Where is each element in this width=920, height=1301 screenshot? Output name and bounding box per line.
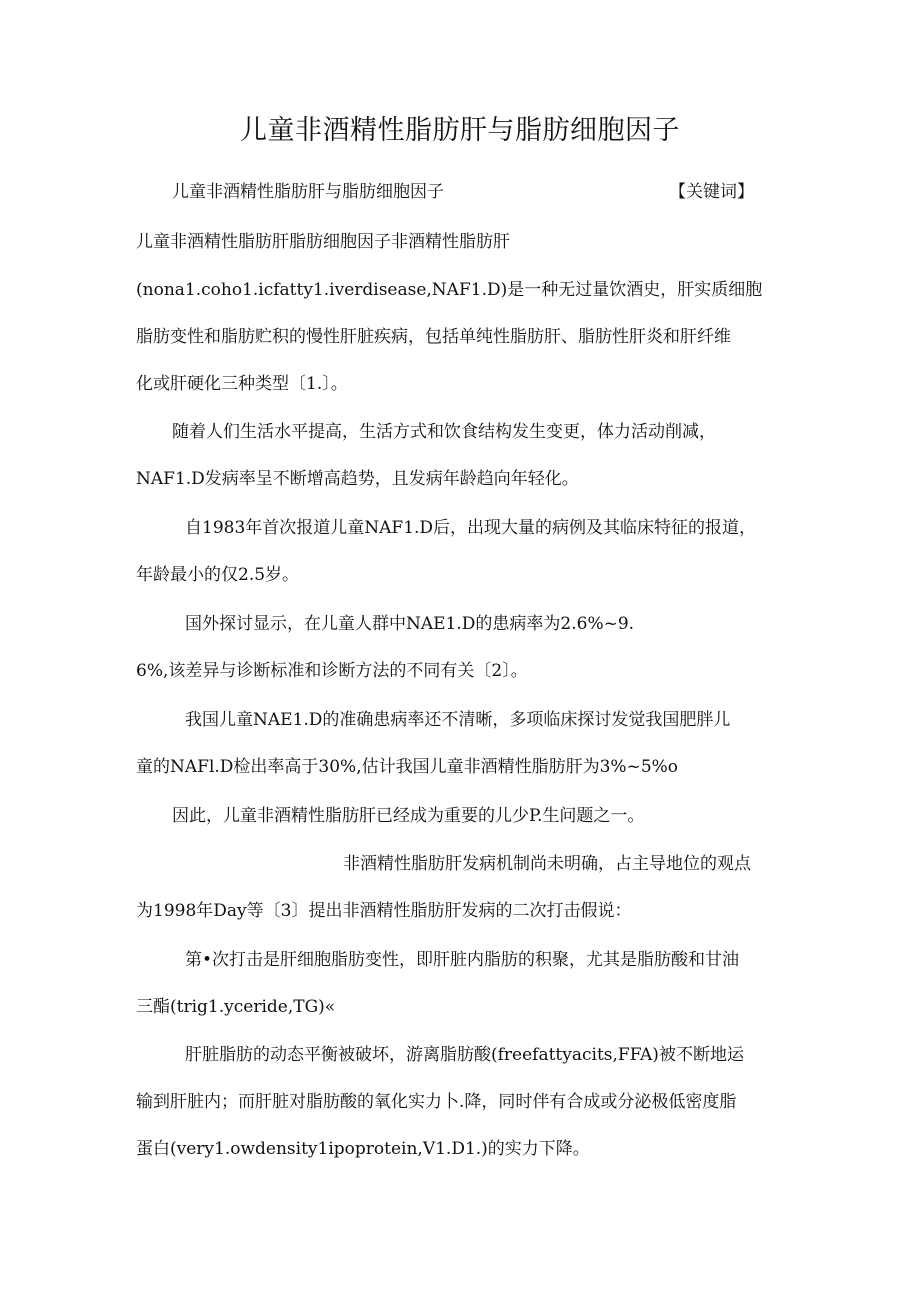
text-line: 蛋白(very1.owdensity1ipoprotein,V1.D1.)的实力下降。 [136, 1139, 590, 1159]
text-line: 化或肝硬化三种类型〔1.〕。 [136, 374, 348, 394]
text-line: 三酯(trig1.yceride,TG)« [136, 997, 336, 1017]
text-line: (nona1.coho1.icfatty1.iverdisease,NAF1.D)是一种无过量饮酒史，肝实质细胞 [136, 280, 763, 300]
text-line: 自1983年首次报道儿童NAF1.D后，出现大量的病例及其临床特征的报道， [185, 518, 757, 538]
text-line: 第•次打击是肝细胞脂肪变性，即肝脏内脂肪的积聚，尤其是脂肪酸和甘油 [185, 950, 740, 970]
text-line: 年龄最小的仅2.5岁。 [136, 565, 300, 585]
text-line: 随着人们生活水平提高，生活方式和饮食结构发生变更，体力活动削减， [172, 422, 716, 442]
text-line: 输到肝脏内；而肝脏对脂肪酸的氧化实力卜.降，同时伴有合成或分泌极低密度脂 [136, 1092, 737, 1112]
text-line: 脂肪变性和脂肪贮积的慢性肝脏疾病，包括单纯性脂肪肝、脂肪性肝炎和肝纤维 [136, 327, 731, 347]
text-line: 为1998年Day等〔3〕提出非酒精性脂肪肝发病的二次打击假说： [136, 901, 632, 921]
text-line: 6%,该差异与诊断标准和诊断方法的不同有关〔2〕。 [136, 661, 528, 681]
document-title: 儿童非酒精性脂肪肝与脂肪细胞因子 [240, 115, 680, 146]
subtitle-line: 儿童非酒精性脂肪肝与脂肪细胞因子 [172, 182, 444, 202]
keywords-label: 【关键词】 [669, 182, 754, 202]
text-line: 肝脏脂肪的动态平衡被破坏，游离脂肪酸(freefattyacits,FFA)被不断地运 [185, 1045, 744, 1065]
text-line: 因此，儿童非酒精性脂肪肝已经成为重要的儿少P.生问题之一。 [172, 806, 645, 826]
text-line: 国外探讨显示，在儿童人群中NAE1.D的患病率为2.6%~9. [185, 614, 635, 634]
text-line: NAF1.D发病率呈不断增高趋势，且发病年龄趋向年轻化。 [136, 469, 579, 489]
text-line: 童的NAFl.D检出率高于30%,估计我国儿童非酒精性脂肪肝为3%~5%o [136, 757, 679, 777]
text-line: 我国儿童NAE1.D的准确患病率还不清晰，多项临床探讨发觉我国肥胖儿 [185, 710, 731, 730]
text-line: 儿童非酒精性脂肪肝脂肪细胞因子非酒精性脂肪肝 [136, 232, 510, 252]
text-line: 非酒精性脂肪肝发病机制尚未明确，占主导地位的观点 [343, 854, 751, 874]
